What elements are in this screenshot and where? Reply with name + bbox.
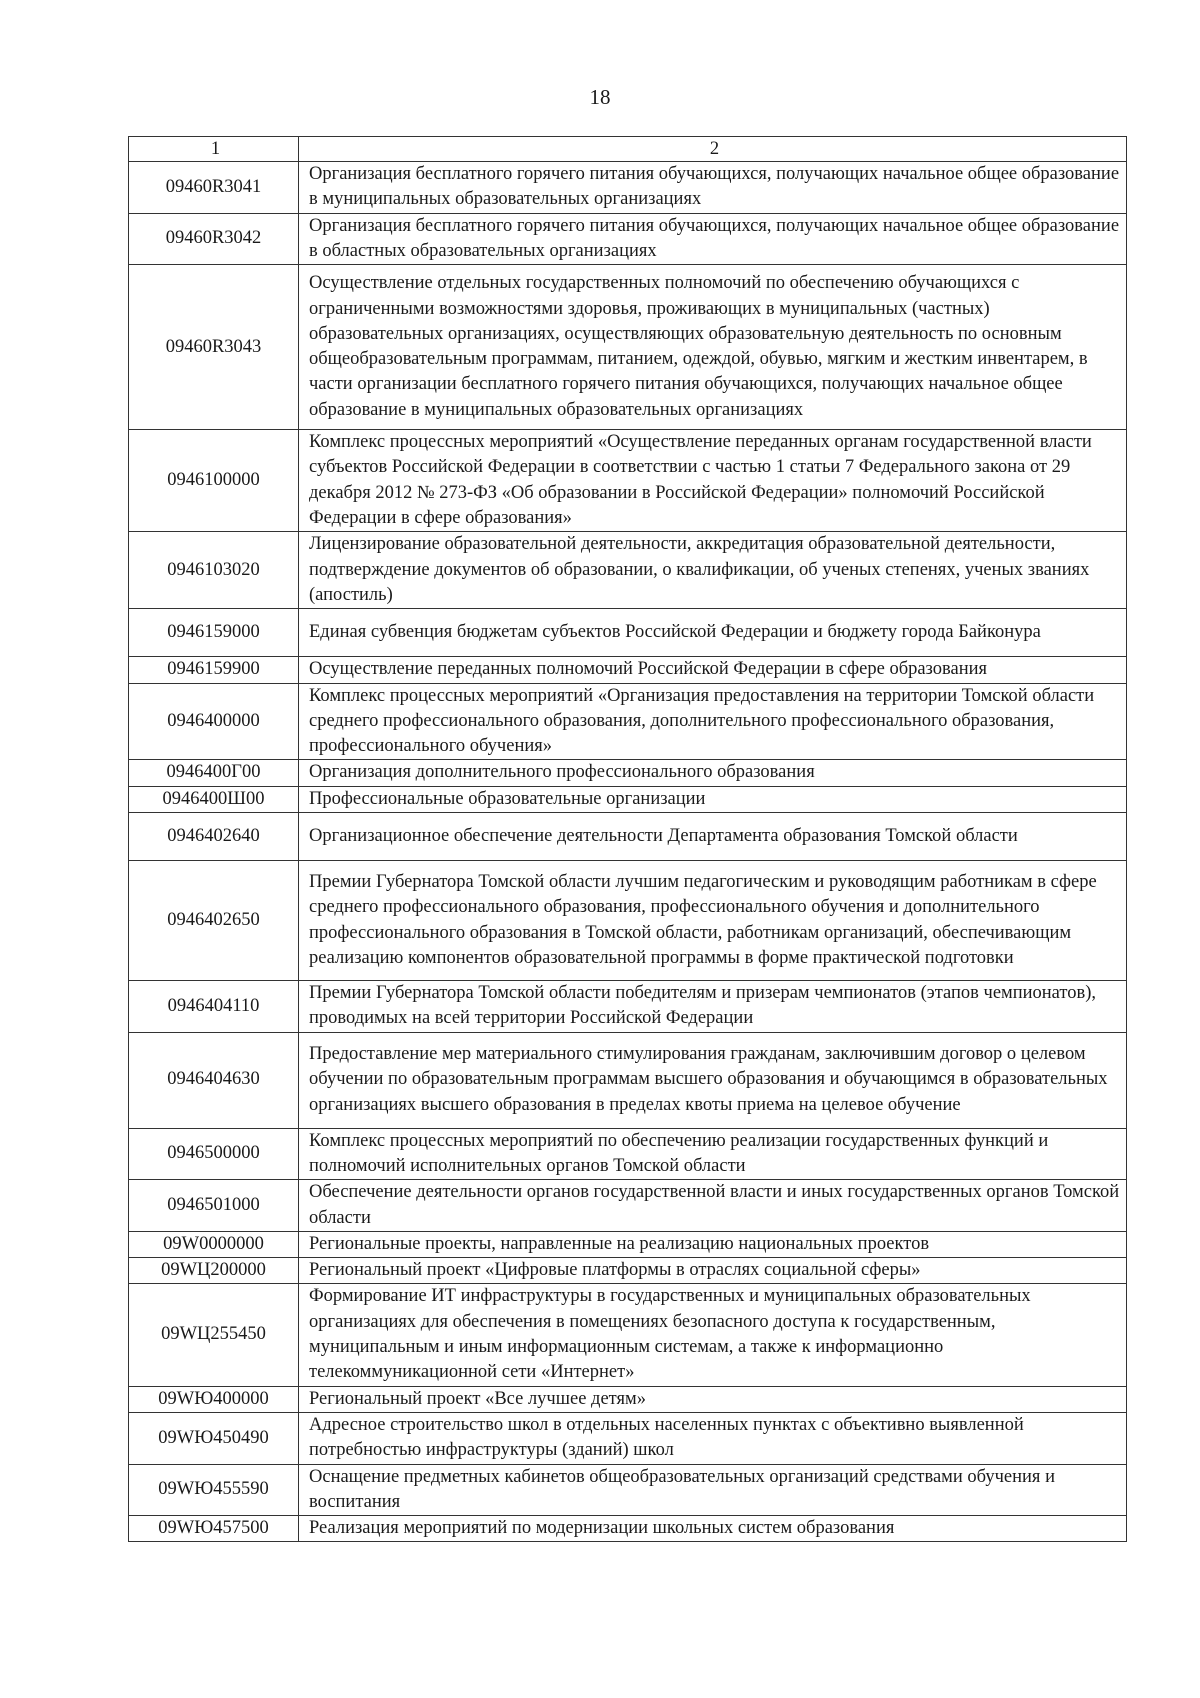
row-name: Осуществление переданных полномочий Российской Федерации в сфере образования — [299, 657, 1127, 683]
row-code: 0946400Ш00 — [129, 786, 299, 812]
row-name: Предоставление мер материального стимулирования гражданам, заключившим договор о целевом обучении по образовательным программам высшего образования и обучающимся в образовательных организациях высшего образования в пределах квоты приема на целевое обучение — [299, 1032, 1127, 1128]
row-code: 0946402640 — [129, 813, 299, 861]
table-row — [129, 1412, 1127, 1464]
row-code: 09WЮ457500 — [129, 1516, 299, 1542]
row-name: Региональный проект «Цифровые платформы в отраслях социальной сферы» — [299, 1258, 1127, 1284]
row-name: Региональный проект «Все лучшее детям» — [299, 1386, 1127, 1412]
row-name: Единая субвенция бюджетам субъектов Российской Федерации и бюджету города Байконура — [299, 609, 1127, 657]
table-row — [129, 532, 1127, 609]
row-code: 09WЮ455590 — [129, 1464, 299, 1516]
row-code: 0946402650 — [129, 861, 299, 981]
table-row — [129, 265, 1127, 430]
table-row — [129, 683, 1127, 760]
row-name: Адресное строительство школ в отдельных населенных пунктах с объективно выявленной потребностью инфраструктуры (зданий) школ — [299, 1412, 1127, 1464]
table-row — [129, 162, 1127, 214]
row-code: 0946404110 — [129, 981, 299, 1033]
row-code: 0946159900 — [129, 657, 299, 683]
classification-table — [128, 136, 1127, 1542]
table-row — [129, 609, 1127, 657]
row-name: Реализация мероприятий по модернизации школьных систем образования — [299, 1516, 1127, 1542]
row-code: 09WЮ450490 — [129, 1412, 299, 1464]
table-row — [129, 760, 1127, 786]
row-name: Оснащение предметных кабинетов общеобразовательных организаций средствами обучения и воспитания — [299, 1464, 1127, 1516]
table-row — [129, 430, 1127, 532]
table-row — [129, 813, 1127, 861]
row-name: Организационное обеспечение деятельности Департамента образования Томской области — [299, 813, 1127, 861]
row-code: 09W0000000 — [129, 1231, 299, 1257]
row-code: 09460R3043 — [129, 265, 299, 430]
row-name: Формирование ИТ инфраструктуры в государственных и муниципальных образовательных организациях для обеспечения в помещениях безопасного доступа к государственным, муниципальным и иным информационным системам, а также к информационно телекоммуникационной сети «Интернет» — [299, 1284, 1127, 1386]
row-name: Комплекс процессных мероприятий по обеспечению реализации государственных функций и полномочий исполнительных органов Томской области — [299, 1128, 1127, 1180]
row-code: 0946159000 — [129, 609, 299, 657]
row-code: 09WЮ400000 — [129, 1386, 299, 1412]
column-header-name: 2 — [299, 137, 1127, 162]
table-row — [129, 981, 1127, 1033]
table-body — [129, 137, 1127, 1542]
row-name: Организация бесплатного горячего питания обучающихся, получающих начальное общее образование в муниципальных образовательных организациях — [299, 162, 1127, 214]
table-row — [129, 1516, 1127, 1542]
row-code: 0946400Г00 — [129, 760, 299, 786]
row-name: Комплекс процессных мероприятий «Осуществление переданных органам государственной власти субъектов Российской Федерации в соответствии с частью 1 статьи 7 Федерального закона от 29 декабря 2012 № 273-ФЗ «Об образовании в Российской Федерации» полномочий Российской Федерации в сфере образования» — [299, 430, 1127, 532]
table-row — [129, 1464, 1127, 1516]
row-name: Региональные проекты, направленные на реализацию национальных проектов — [299, 1231, 1127, 1257]
row-code: 09460R3041 — [129, 162, 299, 214]
row-code: 0946400000 — [129, 683, 299, 760]
row-code: 0946500000 — [129, 1128, 299, 1180]
row-name: Организация дополнительного профессионального образования — [299, 760, 1127, 786]
table-row — [129, 786, 1127, 812]
row-code: 09460R3042 — [129, 213, 299, 265]
row-name: Лицензирование образовательной деятельности, аккредитация образовательной деятельности, подтверждение документов об образовании, о квалификации, об ученых степенях, ученых званиях (апостиль) — [299, 532, 1127, 609]
table-row — [129, 1231, 1127, 1257]
row-code: 0946501000 — [129, 1180, 299, 1232]
table-row — [129, 1284, 1127, 1386]
column-header-code: 1 — [129, 137, 299, 162]
row-code: 09WЦ255450 — [129, 1284, 299, 1386]
table-row — [129, 861, 1127, 981]
table-row — [129, 657, 1127, 683]
table-row — [129, 1386, 1127, 1412]
row-name: Осуществление отдельных государственных полномочий по обеспечению обучающихся с ограниченными возможностями здоровья, проживающих в муниципальных (частных) образовательных организациях, осуществляющих образовательную деятельность по основным общеобразовательным программам, питанием, одеждой, обувью, мягким и жестким инвентарем, в части организации бесплатного горячего питания обучающихся, получающих начальное общее образование в муниципальных образовательных организациях — [299, 265, 1127, 430]
table-header-row — [129, 137, 1127, 162]
row-code: 0946103020 — [129, 532, 299, 609]
row-code: 0946404630 — [129, 1032, 299, 1128]
row-name: Профессиональные образовательные организации — [299, 786, 1127, 812]
row-name: Обеспечение деятельности органов государственной власти и иных государственных органов Томской области — [299, 1180, 1127, 1232]
row-name: Премии Губернатора Томской области победителям и призерам чемпионатов (этапов чемпионатов), проводимых на всей территории Российской Федерации — [299, 981, 1127, 1033]
row-code: 0946100000 — [129, 430, 299, 532]
table-row — [129, 1180, 1127, 1232]
row-name: Организация бесплатного горячего питания обучающихся, получающих начальное общее образование в областных образовательных организациях — [299, 213, 1127, 265]
row-name: Премии Губернатора Томской области лучшим педагогическим и руководящим работникам в сфере среднего профессионального образования, профессионального обучения и дополнительного профессионального образования в Томской области, работникам организаций, обеспечивающим реализацию компонентов образовательной программы в форме практической подготовки — [299, 861, 1127, 981]
page-number: 18 — [589, 85, 611, 109]
row-name: Комплекс процессных мероприятий «Организация предоставления на территории Томской области среднего профессионального образования, дополнительного профессионального образования, профессионального обучения» — [299, 683, 1127, 760]
table-row — [129, 1032, 1127, 1128]
table-row — [129, 213, 1127, 265]
table-row — [129, 1258, 1127, 1284]
table-row — [129, 1128, 1127, 1180]
row-code: 09WЦ200000 — [129, 1258, 299, 1284]
